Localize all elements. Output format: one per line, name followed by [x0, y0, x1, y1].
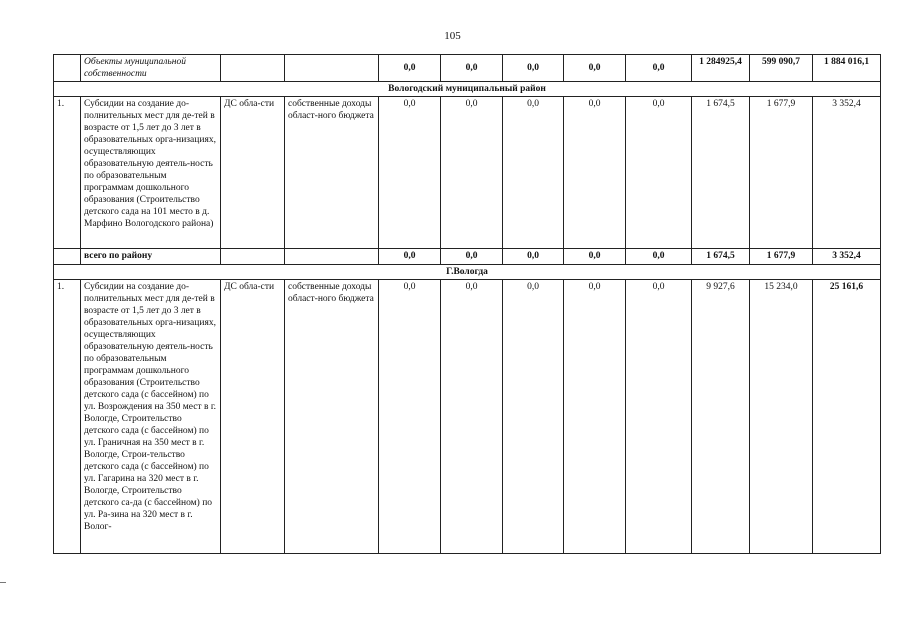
municipal-objects-row	[54, 55, 881, 82]
value-cell: 0,0	[503, 249, 564, 265]
source-cell: собственные доходы област-ного бюджета	[285, 97, 379, 249]
subsidy-row	[54, 280, 881, 554]
section-title: Г.Вологда	[54, 265, 881, 280]
value-cell: 0,0	[626, 280, 692, 554]
value-cell: 0,0	[564, 249, 626, 265]
value-cell: 0,0	[441, 97, 503, 249]
scan-artifact	[0, 582, 6, 583]
row-index: 1.	[54, 97, 81, 249]
page-number: 105	[444, 30, 461, 42]
index-cell	[54, 249, 81, 265]
value-cell: 1 677,9	[750, 249, 813, 265]
row-index: 1.	[54, 280, 81, 554]
value-cell: 0,0	[503, 97, 564, 249]
district-total-row	[54, 249, 881, 265]
value-cell: 0,0	[503, 280, 564, 554]
value-cell: 599 090,7	[750, 55, 813, 82]
source-cell: собственные доходы област-ного бюджета	[285, 280, 379, 554]
value-cell: 15 234,0	[750, 280, 813, 554]
value-cell: 0,0	[564, 55, 626, 82]
value-cell: 0,0	[503, 55, 564, 82]
value-cell: 0,0	[626, 97, 692, 249]
executor-cell: ДС обла-сти	[221, 97, 285, 249]
subsidy-row	[54, 97, 881, 249]
section-header-row	[54, 265, 881, 280]
executor-cell: ДС обла-сти	[221, 280, 285, 554]
value-cell: 0,0	[441, 280, 503, 554]
section-header-row	[54, 82, 881, 97]
value-cell: 0,0	[564, 280, 626, 554]
value-cell: 1 284925,4	[692, 55, 750, 82]
source-cell	[285, 55, 379, 82]
source-cell	[285, 249, 379, 265]
row-name: Субсидии на создание до-полнительных мест для де-тей в возрасте от 1,5 лет до 3 лет в образовательных орга-низациях, осуществляющих образовательную деятель-ность по образовательным программам дошкольного образования (Строительство детского сада на 101 место в д. Марфино Вологодского района)	[81, 97, 221, 249]
row-name: Субсидии на создание до-полнительных мест для де-тей в возрасте от 1,5 лет до 3 лет в образовательных орга-низациях, осуществляющих образовательную деятель-ность по образовательным программам дошкольного образования (Строительство детского сада (с бассейном) по ул. Возрождения на 350 мест в г. Вологде, Строительство детского сада (с бассейном) по ул. Граничная на 350 мест в г. Вологде, Строи-тельство детского сада (с бассейном) по ул. Гагарина на 320 мест в г. Вологде, Строительство детского са-да (с бассейном) по ул. Ра-зина на 320 мест в г. Волог-	[81, 280, 221, 554]
value-cell: 3 352,4	[813, 97, 881, 249]
executor-cell	[221, 249, 285, 265]
value-cell: 1 884 016,1	[813, 55, 881, 82]
value-cell: 0,0	[379, 55, 441, 82]
value-cell: 0,0	[564, 97, 626, 249]
value-cell: 1 674,5	[692, 97, 750, 249]
value-cell: 9 927,6	[692, 280, 750, 554]
value-cell: 0,0	[379, 97, 441, 249]
value-cell: 0,0	[379, 280, 441, 554]
value-cell: 0,0	[626, 249, 692, 265]
value-cell: 1 674,5	[692, 249, 750, 265]
index-cell	[54, 55, 81, 82]
value-cell: 0,0	[441, 55, 503, 82]
value-cell: 3 352,4	[813, 249, 881, 265]
value-cell: 1 677,9	[750, 97, 813, 249]
total-label: всего по району	[81, 249, 221, 265]
value-cell: 0,0	[441, 249, 503, 265]
budget-table	[53, 54, 881, 554]
executor-cell	[221, 55, 285, 82]
row-name: Объекты муниципальной собственности	[81, 55, 221, 82]
value-cell: 0,0	[626, 55, 692, 82]
value-cell: 25 161,6	[813, 280, 881, 554]
value-cell: 0,0	[379, 249, 441, 265]
section-title: Вологодский муниципальный район	[54, 82, 881, 97]
